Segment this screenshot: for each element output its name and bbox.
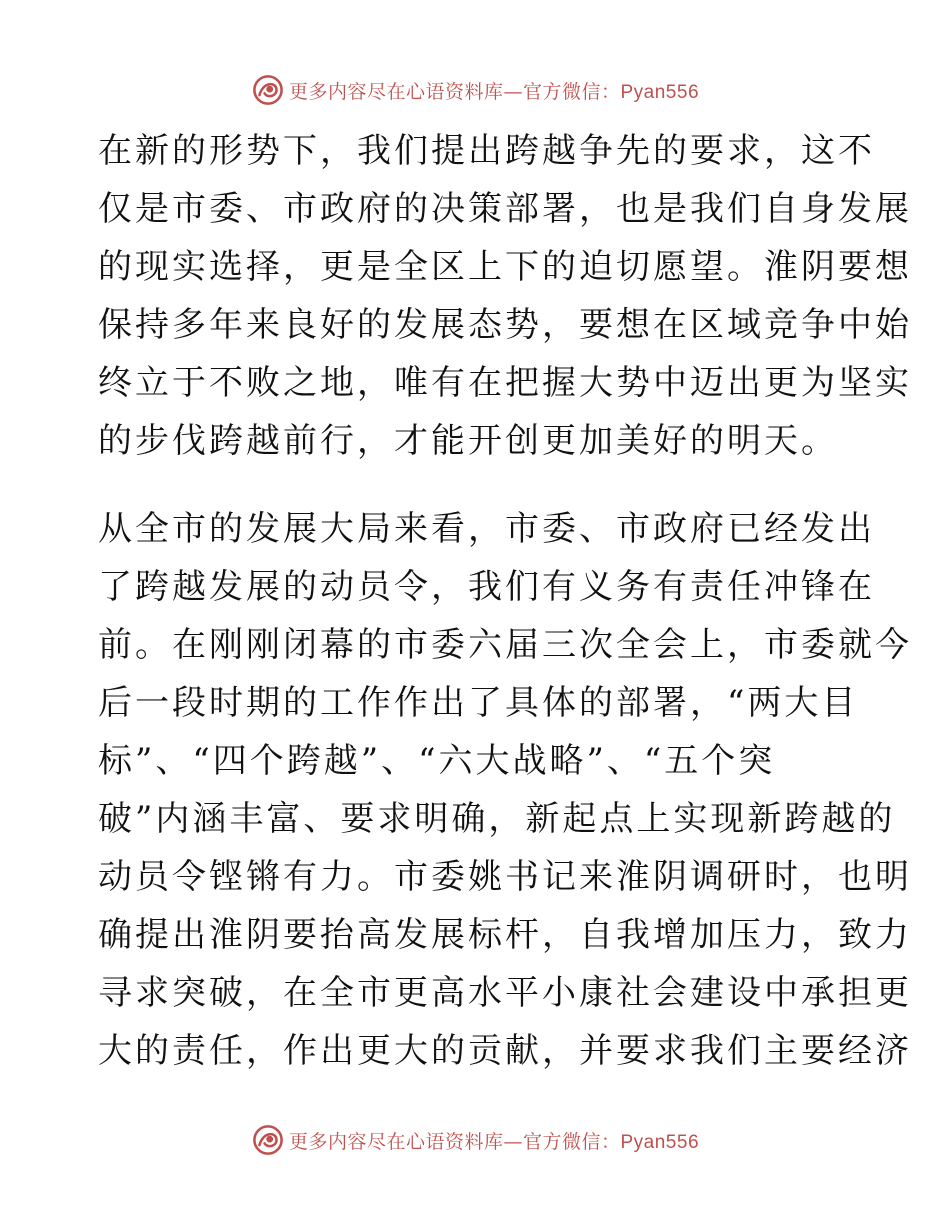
text-line: 动员令铿锵有力。市委姚书记来淮阴调研时，也明 [98,857,912,897]
document-body [98,122,912,1080]
footer-banner-text: 更多内容尽在心语资料库—官方微信：Pyan556 [288,1130,700,1153]
text-line: 确提出淮阴要抬高发展标杆，自我增加压力，致力 [98,915,912,955]
header-banner [0,70,950,110]
text-line: 从全市的发展大局来看，市委、市政府已经发出 [98,509,875,549]
text-line: 寻求突破，在全市更高水平小康社会建设中承担更 [98,973,912,1013]
text-line: 前。在刚刚闭幕的市委六届三次全会上，市委就今 [98,625,912,665]
red-swirl-logo-icon [251,1123,285,1157]
text-line: 终立于不败之地，唯有在把握大势中迈出更为坚实 [98,363,912,403]
text-line: 的现实选择，更是全区上下的迫切愿望。淮阴要想 [98,247,912,287]
text-line: 破”内涵丰富、要求明确，新起点上实现新跨越的 [98,799,896,839]
paragraph [98,122,912,470]
text-line: 了跨越发展的动员令，我们有义务有责任冲锋在 [98,567,875,607]
header-banner-text: 更多内容尽在心语资料库—官方微信：Pyan556 [288,80,700,103]
text-line: 的步伐跨越前行，才能开创更加美好的明天。 [98,421,838,461]
text-line: 大的责任，作出更大的贡献，并要求我们主要经济 [98,1031,912,1071]
text-line: 保持多年来良好的发展态势，要想在区域竞争中始 [98,305,912,345]
text-line: 后一段时期的工作作出了具体的部署，“两大目 [98,683,859,723]
footer-banner [0,1120,950,1160]
paragraph [98,500,912,1080]
text-line: 在新的形势下，我们提出跨越争先的要求，这不 [98,131,875,171]
text-line: 仅是市委、市政府的决策部署，也是我们自身发展 [98,189,912,229]
text-line: 标”、“四个跨越”、“六大战略”、“五个突 [98,741,776,781]
red-swirl-logo-icon [251,73,285,107]
